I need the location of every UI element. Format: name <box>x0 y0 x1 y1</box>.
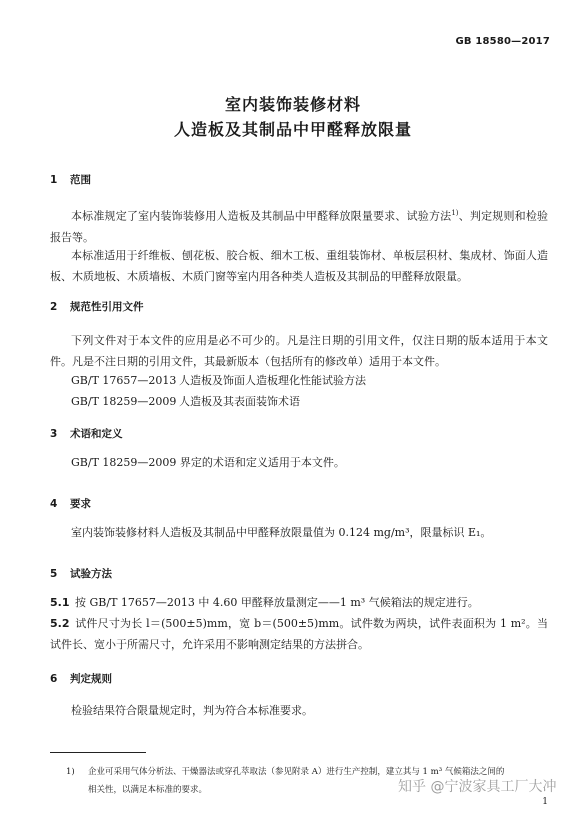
footnote-text-line1: 企业可采用气体分析法、干燥器法或穿孔萃取法（参见附录 A）进行生产控制，建立其与 1 m³ 气候箱法之间的 <box>88 767 505 777</box>
clause-text: 试件尺寸为长 l＝(500±5)mm，宽 b＝(500±5)mm。试件数为两块，试件表面积为 1 m²。当试件长、宽小于所需尺寸，允许采用不影响测定结果的方法拼合。 <box>50 617 548 651</box>
section-number: 4 <box>50 498 58 510</box>
section-1-heading <box>50 172 91 187</box>
reference-line-1 <box>71 372 366 388</box>
section-title: 规范性引用文件 <box>70 301 144 313</box>
clause-5-2 <box>50 613 548 655</box>
section-title: 术语和定义 <box>70 428 123 440</box>
clause-5-1 <box>50 592 548 613</box>
document-title-line2: 人造板及其制品中甲醛释放限量 <box>173 120 412 139</box>
clause-number: 5.2 <box>50 617 70 630</box>
clause-text: 按 GB/T 17657—2013 中 4.60 甲醛释放量测定——1 m³ 气候箱法的规定进行。 <box>75 596 479 609</box>
paragraph-text: 本标准规定了室内装饰装修用人造板及其制品中甲醛释放限量要求、试验方法 <box>71 209 452 223</box>
footnote-mark: 1) <box>66 767 75 777</box>
section-4-heading <box>50 496 91 511</box>
reference-title: 人造板及其表面装饰术语 <box>179 395 300 408</box>
section-title: 要求 <box>70 498 91 510</box>
section-title: 范围 <box>70 174 91 186</box>
clause-number: 5.1 <box>50 596 70 609</box>
page-number: 1 <box>542 797 548 807</box>
section-6-heading <box>50 671 112 686</box>
section-6-paragraph-1: 检验结果符合限量规定时，判为符合本标准要求。 <box>71 704 313 717</box>
section-title: 试验方法 <box>70 568 112 580</box>
section-number: 6 <box>50 673 58 685</box>
section-number: 1 <box>50 174 58 186</box>
section-2-paragraph-1: 下列文件对于本文件的应用是必不可少的。凡是注日期的引用文件，仅注日期的版本适用于本文件。凡是不注日期的引用文件，其最新版本（包括所有的修改单）适用于本文件。 <box>50 334 548 368</box>
standard-number: GB 18580—2017 <box>455 36 550 47</box>
section-number: 2 <box>50 301 58 313</box>
section-5-heading <box>50 566 112 581</box>
section-title: 判定规则 <box>70 673 112 685</box>
section-3-paragraph-1: GB/T 18259—2009 界定的术语和定义适用于本文件。 <box>71 456 345 469</box>
document-title-line1: 室内装饰装修材料 <box>224 95 361 114</box>
footnote-reference: 1) <box>451 209 459 217</box>
section-1-paragraph-1 <box>50 203 548 248</box>
section-4-paragraph-1: 室内装饰装修材料人造板及其制品中甲醛释放限量值为 0.124 mg/m³，限量标识 E₁。 <box>71 526 492 539</box>
reference-line-2 <box>71 393 300 409</box>
footnote-divider <box>50 752 146 753</box>
section-number: 3 <box>50 428 58 440</box>
footnote-text-line2: 相关性，以满足本标准的要求。 <box>88 785 208 795</box>
section-2-heading <box>50 299 144 314</box>
section-number: 5 <box>50 568 58 580</box>
paragraph-text-tail: 、判定规则和检验报告等。 <box>50 209 549 244</box>
section-1-paragraph-2: 本标准适用于纤维板、刨花板、胶合板、细木工板、重组装饰材、单板层积材、集成材、饰面人造板、木质地板、木质墙板、木质门窗等室内用各种类人造板及其制品的甲醛释放限量。 <box>50 249 548 283</box>
reference-title: 人造板及饰面人造板理化性能试验方法 <box>179 374 366 387</box>
reference-code: GB/T 17657—2013 <box>71 374 177 387</box>
section-3-heading <box>50 426 123 441</box>
reference-code: GB/T 18259—2009 <box>71 395 177 408</box>
watermark: 知乎 @宁波家具工厂大冲 <box>398 779 557 795</box>
